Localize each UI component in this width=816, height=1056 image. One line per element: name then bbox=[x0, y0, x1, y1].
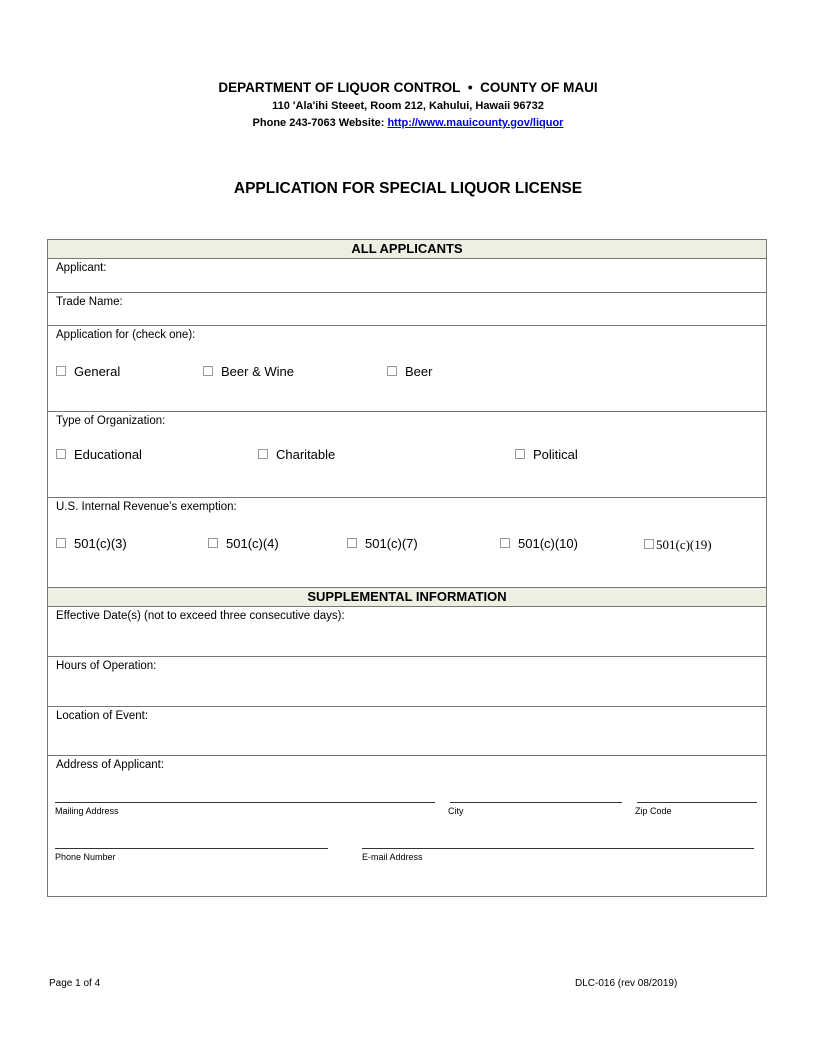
dept-name: DEPARTMENT OF LIQUOR CONTROL bbox=[218, 80, 461, 95]
checkbox-icon[interactable] bbox=[387, 366, 397, 376]
section-header-all-applicants: ALL APPLICANTS bbox=[47, 239, 767, 259]
application-for-row bbox=[47, 325, 767, 412]
checkbox-icon[interactable] bbox=[56, 538, 66, 548]
address-label: Address of Applicant: bbox=[56, 759, 165, 771]
website-link[interactable]: http://www.mauicounty.gov/liquor bbox=[387, 117, 564, 129]
zip-label: Zip Code bbox=[635, 806, 672, 816]
checkbox-charitable[interactable] bbox=[258, 447, 335, 462]
option-label: Beer bbox=[405, 364, 433, 379]
effective-dates-field[interactable] bbox=[47, 606, 767, 657]
checkbox-icon[interactable] bbox=[500, 538, 510, 548]
option-label: General bbox=[74, 364, 121, 379]
application-for-label: Application for (check one): bbox=[56, 329, 196, 341]
checkbox-icon[interactable] bbox=[208, 538, 218, 548]
option-label: Beer & Wine bbox=[221, 364, 294, 379]
location-label: Location of Event: bbox=[56, 710, 149, 722]
checkbox-icon[interactable] bbox=[347, 538, 357, 548]
checkbox-icon[interactable] bbox=[203, 366, 213, 376]
city-label: City bbox=[448, 806, 464, 816]
checkbox-501c19[interactable] bbox=[644, 537, 712, 553]
hours-label: Hours of Operation: bbox=[56, 660, 157, 672]
phone-label: Phone Number bbox=[55, 852, 116, 862]
section-header-supplemental: SUPPLEMENTAL INFORMATION bbox=[47, 587, 767, 607]
location-field[interactable] bbox=[47, 706, 767, 756]
address-row bbox=[47, 755, 767, 897]
phone-text: Phone 243-7063 Website: bbox=[252, 117, 388, 129]
checkbox-501c10[interactable] bbox=[500, 536, 578, 551]
contact-line bbox=[0, 117, 816, 129]
checkbox-501c7[interactable] bbox=[347, 536, 418, 551]
checkbox-icon[interactable] bbox=[644, 539, 654, 549]
effective-label: Effective Date(s) (not to exceed three consecutive days): bbox=[56, 610, 345, 622]
checkbox-general[interactable] bbox=[56, 364, 120, 379]
mailing-address-line[interactable] bbox=[55, 802, 435, 803]
bullet: • bbox=[467, 80, 473, 95]
org-type-label: Type of Organization: bbox=[56, 415, 166, 427]
checkbox-educational[interactable] bbox=[56, 447, 142, 462]
checkbox-501c3[interactable] bbox=[56, 536, 127, 551]
email-label: E-mail Address bbox=[362, 852, 423, 862]
phone-line[interactable] bbox=[55, 848, 328, 849]
form-title: APPLICATION FOR SPECIAL LIQUOR LICENSE bbox=[233, 180, 583, 197]
option-label: 501(c)(10) bbox=[518, 536, 578, 551]
form-number: DLC-016 (rev 08/2019) bbox=[575, 978, 678, 989]
trade-name-field[interactable] bbox=[47, 292, 767, 326]
mailing-address-label: Mailing Address bbox=[55, 806, 119, 816]
zip-line[interactable] bbox=[637, 802, 757, 803]
option-label: 501(c)(19) bbox=[656, 537, 712, 552]
department-heading bbox=[0, 80, 816, 95]
checkbox-icon[interactable] bbox=[515, 449, 525, 459]
option-label: Charitable bbox=[276, 447, 336, 462]
irs-label: U.S. Internal Revenue’s exemption: bbox=[56, 501, 237, 513]
city-line[interactable] bbox=[450, 802, 622, 803]
option-label: 501(c)(7) bbox=[365, 536, 418, 551]
trade-name-label: Trade Name: bbox=[56, 296, 123, 308]
option-label: 501(c)(3) bbox=[74, 536, 127, 551]
option-label: Political bbox=[533, 447, 578, 462]
checkbox-icon[interactable] bbox=[56, 449, 66, 459]
applicant-field[interactable] bbox=[47, 258, 767, 293]
checkbox-icon[interactable] bbox=[56, 366, 66, 376]
applicant-label: Applicant: bbox=[56, 262, 107, 274]
checkbox-beer-wine[interactable] bbox=[203, 364, 294, 379]
checkbox-501c4[interactable] bbox=[208, 536, 279, 551]
org-type-row bbox=[47, 411, 767, 498]
option-label: Educational bbox=[74, 447, 142, 462]
checkbox-political[interactable] bbox=[515, 447, 578, 462]
page-number: Page 1 of 4 bbox=[49, 978, 101, 989]
address-line: 110 'Ala'ihi Steeet, Room 212, Kahului, Hawaii 96732 bbox=[272, 100, 544, 112]
checkbox-beer[interactable] bbox=[387, 364, 432, 379]
email-line[interactable] bbox=[362, 848, 754, 849]
hours-field[interactable] bbox=[47, 656, 767, 707]
option-label: 501(c)(4) bbox=[226, 536, 279, 551]
irs-exemption-row bbox=[47, 497, 767, 588]
checkbox-icon[interactable] bbox=[258, 449, 268, 459]
county-name: COUNTY OF MAUI bbox=[480, 80, 598, 95]
